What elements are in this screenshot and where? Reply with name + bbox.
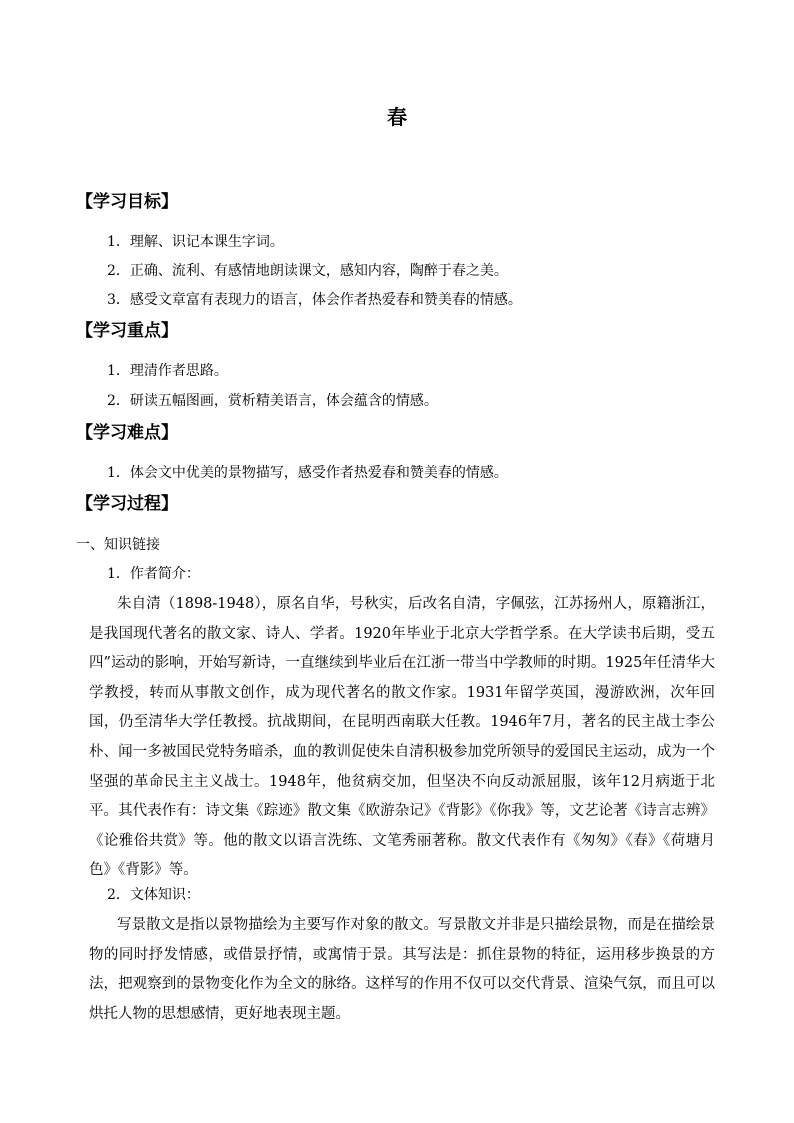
- key-points-item-2: 2．研读五幅图画，赏析精美语言，体会蕴含的情感。: [107, 393, 438, 409]
- page-title: 春: [387, 105, 407, 129]
- goals-heading: 【学习目标】: [76, 192, 178, 212]
- genre-knowledge-paragraph: 写景散文是指以景物描绘为主要写作对象的散文。写景散文并非是只描绘景物，而是在描绘景物的同时抒发情感，或借景抒情，或寓情于景。其写法是：抓住景物的特征，运用移步换景的方法，把观察到的景物变化作为全文的脉络。这样写的作用不仅可以交代背景、渲染气氛，而且可以烘托人物的思想感情，更好地表现主题。: [89, 917, 715, 1022]
- process-heading: 【学习过程】: [76, 494, 178, 514]
- author-intro-label: 1．作者简介：: [107, 566, 200, 582]
- key-points-heading: 【学习重点】: [76, 321, 178, 341]
- difficulties-heading: 【学习难点】: [76, 423, 178, 443]
- knowledge-link-title: 一、知识链接: [76, 537, 160, 553]
- goals-item-1: 1．理解、识记本课生字词。: [107, 234, 284, 250]
- genre-knowledge-label: 2．文体知识：: [107, 887, 200, 903]
- key-points-item-1: 1．理清作者思路。: [107, 363, 228, 379]
- author-intro-paragraph: 朱自清（1898-1948），原名自华，号秋实，后改名自清，字佩弦，江苏扬州人，原籍浙江，是我国现代著名的散文家、诗人、学者。1920年毕业于北京大学哲学系。在大学读书后期，受五四”运动的影响，开始写新诗，一直继续到毕业后在江浙一带当中学教师的时期。1925年任清华大学教授，转而从事散文创作，成为现代著名的散文作家。1931年留学英国，漫游欧洲，次年回国，仍至清华大学任教授。抗战期间，在昆明西南联大任教。1946年7月，著名的民主战士李公朴、闻一多被国民党特务暗杀，血的教训促使朱自清积极参加党所领导的爱国民主运动，成为一个坚强的革命民主主义战士。1948年，他贫病交加，但坚决不向反动派屈服，该年12月病逝于北平。其代表作有：诗文集《踪迹》散文集《欧游杂记》《背影》《你我》等，文艺论著《诗言志辨》《论雅俗共赏》等。他的散文以语言洗练、文笔秀丽著称。散文代表作有《匆匆》《春》《荷塘月色》《背影》等。: [89, 596, 715, 879]
- difficulties-item-1: 1．体会文中优美的景物描写，感受作者热爱春和赞美春的情感。: [107, 465, 508, 481]
- goals-item-3: 3．感受文章富有表现力的语言，体会作者热爱春和赞美春的情感。: [107, 292, 522, 308]
- goals-item-2: 2．正确、流利、有感情地朗读课文，感知内容，陶醉于春之美。: [107, 263, 508, 279]
